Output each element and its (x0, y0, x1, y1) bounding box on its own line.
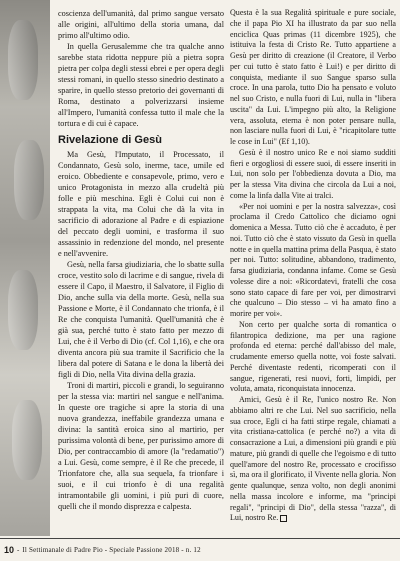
paragraph: «Per noi uomini e per la nostra salvezza», così proclama il Credo Cattolico che diciamo ogni domenica a Messa. Tutto ciò che è accaduto, è per noi. Tutto ciò che è stato vissuto da Gesù in quella notte e in quella mattina prima della Pasqua, è stato per noi. Tutto: solitudine, abbandono, tradimento, farsa giudiziaria, condanna infame. Come se Gesù volesse dire a noi: «Ricordatevi, fratelli che cosa sono stato capace di fare per voi, per dimostrarvi che qualcuno – Dio stesso – vi ha amato fino a morire per voi». (230, 201, 396, 318)
page-footer (0, 538, 400, 561)
paragraph: In quella Gerusalemme che tra qualche anno sarebbe stata ridotta neppure più a pietra sopra pietra per colpa degli stessi ebrei e per opera degli stessi romani, in quello stesso sinedrio destinato a sparire, in quello stesso pretorio dei governanti di Roma, destinato a polverizzarsi insieme all'Impero, l'umanità confessa tutto il male che la tortura e di cui è capace. (58, 42, 224, 128)
paragraph: Troni di martiri, piccoli e grandi, lo seguiranno per la stessa via: martiri nel sangue e nell'anima. In queste ore tragiche si apre la storia di una nuova grandezza, ineffabile grandezza umana e divina: la santità eroica sino al martirio, per purissima volontà di bene, per purissimo amore di Dio, per contraccambio di amore (la "redamatio") a Lui. Gesù, come sempre, è il Re che precede, il Trionfatore che, alla sua sequela, fa trionfare i suoi, e il cui trionfo è di una regalità intramontabile gli uomini, i più puri di cuore, quelli che il mondo disprezza e calpesta. (58, 381, 224, 511)
paragraph: coscienza dell'umanità, dal primo sangue versato alle origini, all'ultimo della storia umana, dal primo all'ultimo odio. (58, 9, 224, 40)
paragraph-text: Amici, Gesù è il Re, l'unico nostro Re. Non abbiamo altri re che Lui. Nel suo sacrificio, nella sua croce, Egli ci ha fatti stirpe regale, chiamati a vita cristiana-cattolica (e perché no?) a vita di consacrazione a Lui, a dimensioni più grandi e più mature, più grandi di quelle che l'egoismo e di tutto quell'amore del nostro Re, processato e crocifisso sì, ma ora il glorificato, il Vivente nella gloria. Non gente qualunque, senza volto, non degli anonimi nella massa incolore e informe, ma "principi regali", "principi di Dio", della stessa "razza", di Lui, nostro Re. (230, 395, 396, 523)
end-mark-icon (280, 515, 287, 522)
paragraph: Non certo per qualche sorta di romantica o filantropica dedizione, ma per una ragione profonda ed eterna: perché dall'abisso del male, crudamente emerso quella notte, voi foste salvati. Perché diventaste redenti, ricomperati con il sangue, rigenerati, resi nuovi, forti, limpidi, per voluta, amata, riconquistata innocenza. (230, 319, 396, 394)
magazine-title: Il Settimanale di Padre Pio - Speciale Passione 2018 - n. 12 (22, 546, 201, 554)
paragraph: Ma Gesù, l'Imputato, il Processato, il Condannato, Gesù solo, inerme, tace, umile ed eroico. Obbediente e consapevole, primo, vero e unico Protagonista in mezzo alla crudeltà più folle e più meschina. Egli è Colui cui non è strappata la vita, ma Colui che dà la vita in sacrificio di adorazione al Padre e di espiazione del peccato degli uomini, e trasforma il suo assassinio in redenzione del mondo, nel presente e nell'avvenire. (58, 150, 224, 258)
section-heading: Rivelazione di Gesù (58, 134, 162, 146)
left-column (58, 8, 224, 512)
paragraph: Questa è la sua Regalità spirituale e pure sociale, che il papa Pio XI ha illustrato da par suo nella enciclica Quas primas (11 dicembre 1925), che istituiva la festa di Cristo Re. Tutto appartiene a Gesù per diritto di creazione (il Creatore, il Verbo per cui tutto è stato fatto è Lui!) e per diritto di conquista, mediante il suo Sangue sparso sulla croce. In una parola, tutto Dio ha pensato e voluto nel suo Cristo, e nulla fuori di Lui, nulla in "libera uscita" da Lui. L'impegno più alto, la Religione vera, assoluta, eterna è non poter pensare nulla, non lasciare nulla fuori di Lui, è "ricapitolare tutte le cose in Lui" (Ef 1,10). (230, 8, 396, 146)
page-number: 10 (4, 545, 15, 555)
side-image-strip (0, 0, 50, 536)
footer-separator: - (17, 546, 20, 554)
right-column (230, 8, 396, 524)
paragraph: Gesù è il nostro unico Re e noi siamo sudditi fieri e orgogliosi di essere suoi, di essere inseriti in Lui, non solo per l'obbedienza dovuta a Dio, ma per la stessa Vita divina che circola da Lui a noi, come la linfa dalla Vite ai tralci. (230, 147, 396, 200)
paragraph (230, 395, 396, 524)
paragraph: Gesù, nella farsa giudiziaria, che lo sbatte sulla croce, vestito solo di lacrime e di sangue, rivela di essere il Capo, il Maestro, il Salvatore, il Figlio di Dio, anche sulla via della morte. Gesù, nella sua Passione e Morte, è il Condannato che trionfa, è il Re che conquista l'umanità. Quell'umanità che è già sua, perché tutto è stato fatto per mezzo di Lui, che è il Verbo di Dio (cf. Col 1,16), e che ora diventa ancora più sua tramite il Sacrificio che la libera dal potere di Satana e le dona la libertà dei figli di Dio, nella Vita divina della grazia. (58, 260, 224, 379)
